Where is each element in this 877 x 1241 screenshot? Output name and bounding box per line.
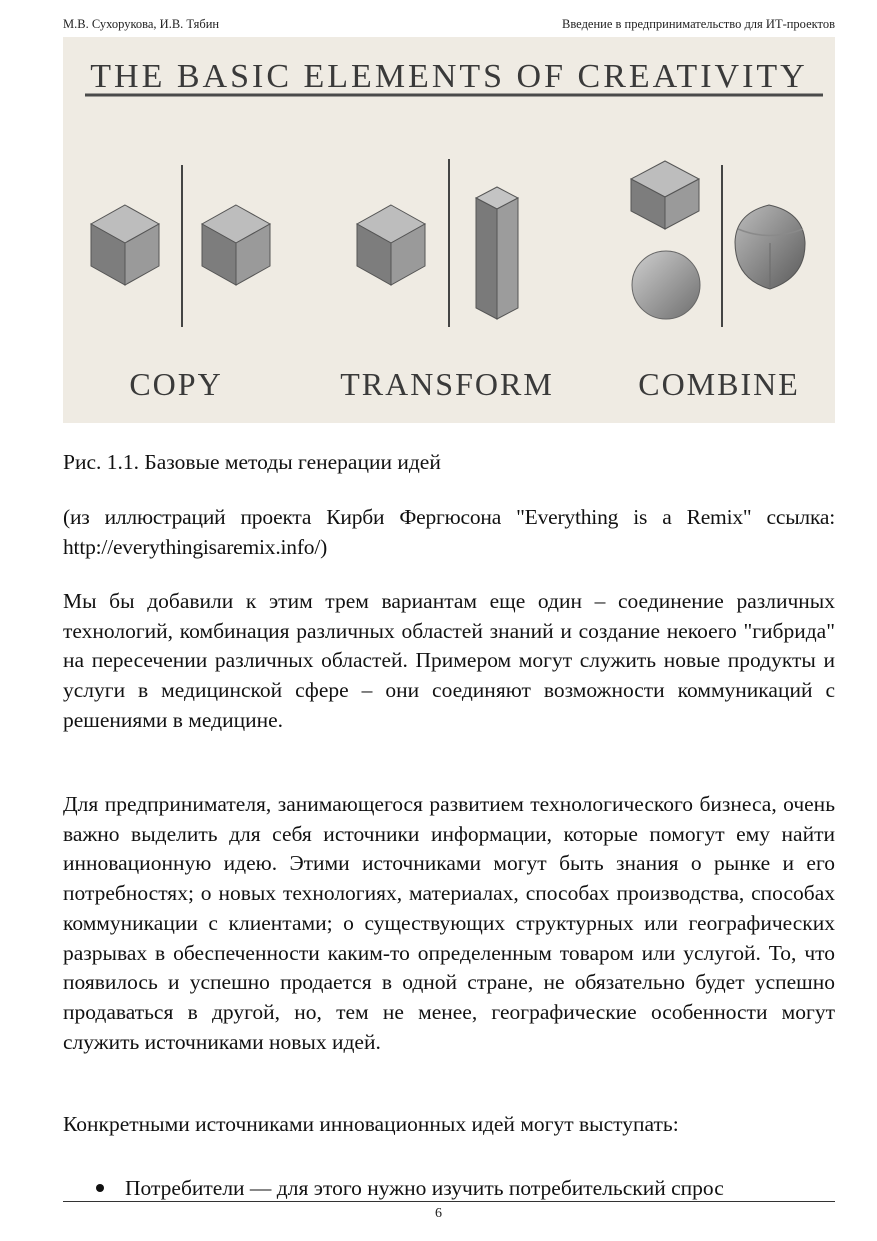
- copy-cube-right: [202, 205, 270, 285]
- combine-result: [735, 205, 805, 289]
- combine-sphere: [632, 251, 700, 319]
- label-combine: COMBINE: [638, 366, 800, 402]
- label-transform: TRANSFORM: [340, 366, 554, 402]
- footer-rule: [63, 1201, 835, 1202]
- running-header: [63, 17, 835, 37]
- bullet-icon: [96, 1184, 104, 1192]
- figure-title: THE BASIC ELEMENTS OF CREATIVITY: [90, 58, 808, 95]
- label-copy: COPY: [129, 366, 223, 402]
- paragraph-hybrid: Мы бы добавили к этим трем вариантам еще один – соединение различных технологий, комбинация различных областей знаний и создание некоего "гибрида" на пересечении различных областей. Примером могут служить новые продукты и услуги в медицинской сфере – они соединяют возможности коммуникаций с решениями в медицине.: [63, 589, 835, 732]
- list-item-text: Потребители — для этого нужно изучить потребительский спрос: [125, 1176, 724, 1200]
- figure-source-note: (из иллюстраций проекта Кирби Фергюсона "Everything is a Remix" ссылка: http://everythingisaremix.info/): [63, 505, 835, 559]
- copy-cube-left: [91, 205, 159, 285]
- header-book-title: Введение в предпринимательство для ИТ-проектов: [562, 17, 835, 31]
- header-authors: М.В. Сухорукова, И.В. Тябин: [63, 17, 220, 31]
- creativity-figure: [63, 37, 835, 423]
- transform-cube: [357, 205, 425, 285]
- page-number: 6: [435, 1206, 442, 1221]
- figure-caption: Рис. 1.1. Базовые методы генерации идей: [63, 450, 441, 474]
- combine-cube: [631, 161, 699, 229]
- paragraph-sources: Для предпринимателя, занимающегося развитием технологического бизнеса, очень важно выделить для себя источники информации, которые помогут ему найти инновационную идею. Этими источниками могут быть знания о рынке и его потребностях; о новых технологиях, материалах, способах производства, способах коммуникации с клиентами; о существующих структурных или географических разрывах в обеспеченности каким-то определенным товаром или услугой. То, что появилось и успешно продается в одной стране, не обязательно будет успешно продаваться в другой, но, тем не менее, географические особенности могут служить источниками новых идей.: [63, 792, 835, 1054]
- transform-prism: [476, 187, 518, 319]
- list-item: [96, 1173, 835, 1203]
- paragraph-list-intro: Конкретными источниками инновационных идей могут выступать:: [63, 1112, 679, 1136]
